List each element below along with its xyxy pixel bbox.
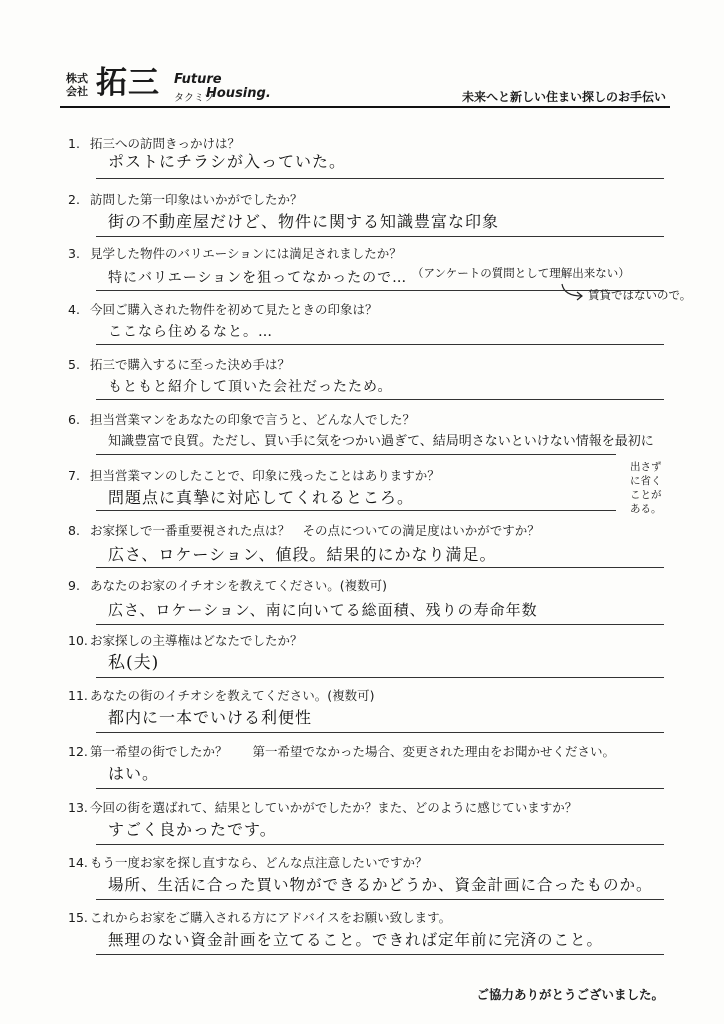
answer-line (96, 788, 664, 789)
handwritten-answer: もともと紹介して頂いた会社だったため。 (108, 379, 393, 395)
question-number: 13. (68, 800, 88, 815)
handwritten-answer: 無理のない資金計画を立てること。できれば定年前に完済のこと。 (108, 931, 604, 949)
answer-line (96, 567, 664, 568)
handwritten-answer: すごく良かったです。 (108, 820, 277, 839)
handwritten-answer: 場所、生活に合った買い物ができるかどうか、資金計画に合ったものか。 (108, 876, 653, 894)
answer-line (96, 677, 664, 678)
brand-housing: Housing. (206, 86, 271, 101)
answer-line (96, 399, 664, 400)
answer-line (96, 510, 616, 511)
question-number: 7. (68, 468, 80, 483)
handwritten-answer: 問題点に真摯に対応してくれるところ。 (108, 488, 415, 507)
question-text: お家探しの主導権はどなたでしたか？ (90, 633, 303, 648)
question-number: 5. (68, 357, 80, 372)
question-text: お家探しで一番重要視された点は？ その点についての満足度はいかがですか？ (90, 523, 540, 538)
question-text: もう一度お家を探し直すなら、どんな点注意したいですか？ (90, 855, 428, 870)
question-text: あなたのお家のイチオシを教えてください。(複数可) (90, 578, 388, 593)
handwritten-note: （アンケートの質問として理解出来ない） (412, 266, 630, 280)
question-number: 3. (68, 246, 80, 261)
tagline: 未来へと新しい住まい探しのお手伝い (461, 90, 666, 104)
answer-line (96, 178, 664, 179)
question-number: 11. (68, 688, 88, 703)
question-number: 1. (68, 136, 80, 151)
question-number: 10. (68, 633, 88, 648)
question-text: 今回の街を選ばれて、結果としていかがでしたか？また、どのように感じていますか？ (90, 800, 578, 815)
answer-line (96, 954, 664, 955)
question-number: 9. (68, 578, 80, 593)
question-text: あなたの街のイチオシを教えてください。(複数可) (90, 688, 375, 703)
handwritten-answer: ここなら住めるなと。… (108, 324, 273, 340)
question-number: 2. (68, 192, 80, 207)
question-text: 担当営業マンのしたことで、印象に残ったことはありますか？ (90, 468, 440, 483)
handwritten-answer: 広さ、ロケーション、南に向いてる総面積、残りの寿命年数 (108, 601, 538, 619)
brand-katakana: タクミツ (174, 93, 214, 104)
handwritten-note: 賃貸ではないので。 (588, 288, 692, 302)
answer-line (96, 236, 664, 237)
question-number: 8. (68, 523, 80, 538)
handwritten-answer: ポストにチラシが入っていた。 (108, 152, 347, 171)
question-number: 15. (68, 910, 88, 925)
closing-message: ご協力ありがとうございました。 (476, 987, 664, 1002)
handwritten-answer: 私(夫) (108, 653, 160, 673)
handwritten-note: 出さずに省くことがある。 (630, 461, 662, 515)
question-text: 見学した物件のバリエーションには満足されましたか？ (90, 246, 402, 261)
handwritten-answer: 特にバリエーションを狙ってなかったので… (108, 270, 408, 286)
answer-line (96, 732, 664, 733)
answer-line (96, 624, 664, 625)
header-divider (60, 106, 670, 108)
header (60, 66, 670, 106)
handwritten-answer: はい。 (108, 764, 160, 783)
handwritten-answer: 広さ、ロケーション、値段。結果的にかなり満足。 (108, 545, 497, 564)
answer-line (96, 844, 664, 845)
company-name: 拓三 (96, 65, 160, 101)
question-text: 訪問した第一印象はいかがでしたか？ (90, 192, 303, 207)
answer-line (96, 454, 616, 455)
answer-line (96, 899, 664, 900)
question-text: 今回ご購入された物件を初めて見たときの印象は？ (90, 302, 378, 317)
question-number: 4. (68, 302, 80, 317)
question-text: 担当営業マンをあなたの印象で言うと、どんな人でした？ (90, 412, 416, 427)
question-text: これからお家をご購入される方にアドバイスをお願い致します。 (90, 910, 452, 925)
answer-line (96, 344, 664, 345)
question-text: 第一希望の街でしたか？ 第一希望でなかった場合、変更された理由をお聞かせください。 (90, 744, 616, 759)
handwritten-answer: 知識豊富で良質。ただし、買い手に気をつかい過ぎて、結局明さないといけない情報を最初に (108, 434, 654, 449)
question-text: 拓三で購入するに至った決め手は？ (90, 357, 291, 372)
answer-line (96, 290, 664, 291)
brand-future: Future (174, 72, 222, 87)
question-number: 14. (68, 855, 88, 870)
question-number: 12. (68, 744, 88, 759)
arrow-icon (560, 282, 586, 302)
question-number: 6. (68, 412, 80, 427)
handwritten-answer: 都内に一本でいける利便性 (108, 708, 313, 727)
company-prefix: 株式会社 (66, 72, 88, 98)
handwritten-answer: 街の不動産屋だけど、物件に関する知識豊富な印象 (108, 212, 500, 231)
question-text: 拓三への訪問きっかけは？ (90, 136, 241, 151)
